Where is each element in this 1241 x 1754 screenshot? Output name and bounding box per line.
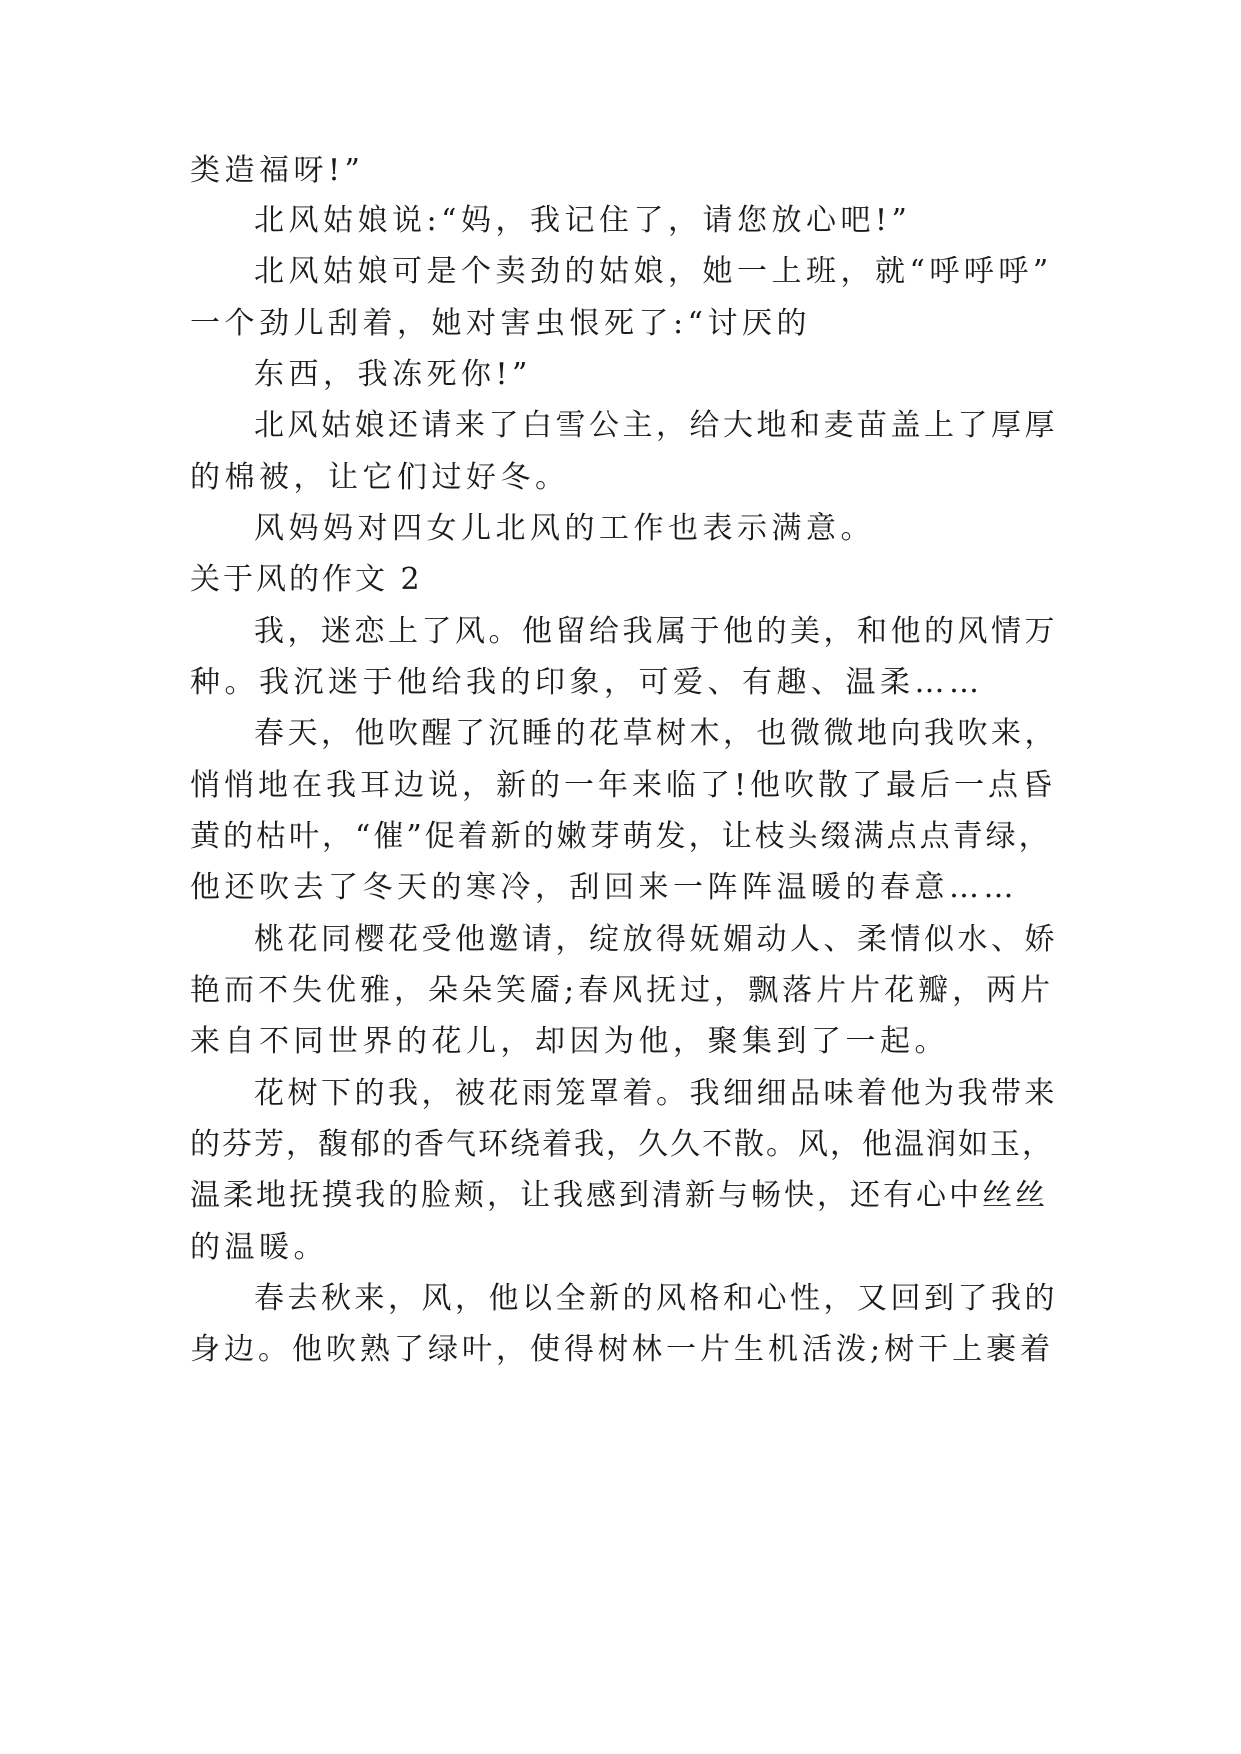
section-heading: 关于风的作文 2 [190,562,423,597]
text-line: 的棉被，让它们过好冬。 [190,460,570,495]
text-line: 花树下的我，被花雨笼罩着。我细细品味着他为我带来 [254,1076,1058,1111]
text-line: 风妈妈对四女儿北风的工作也表示满意。 [254,511,875,546]
text-line: 北风姑娘还请来了白雪公主，给大地和麦苗盖上了厚厚 [254,408,1058,443]
text-line: 种。我沉迷于他给我的印象，可爱、有趣、温柔…… [190,665,984,700]
text-line: 类造福呀!” [190,153,365,188]
text-line: 温柔地抚摸我的脸颊，让我感到清新与畅快，还有心中丝丝 [190,1178,1048,1213]
text-line: 来自不同世界的花儿，却因为他，聚集到了一起。 [190,1024,949,1059]
text-line: 悄悄地在我耳边说，新的一年来临了!他吹散了最后一点昏 [190,768,1057,803]
text-line: 身边。他吹熟了绿叶，使得树林一片生机活泼;树干上裹着 [190,1332,1055,1367]
text-line: 春去秋来，风，他以全新的风格和心性，又回到了我的 [254,1281,1058,1316]
text-line: 的芬芳，馥郁的香气环绕着我，久久不散。风，他温润如玉， [190,1127,1054,1162]
text-line: 黄的枯叶，“催”促着新的嫩芽萌发，让枝头缀满点点青绿， [190,819,1052,854]
text-line: 东西，我冻死你!” [254,357,532,392]
text-line: 桃花同樱花受他邀请，绽放得妩媚动人、柔情似水、娇 [254,922,1058,957]
text-line: 北风姑娘说:“妈，我记住了，请您放心吧!” [254,203,912,238]
text-line: 他还吹去了冬天的寒冷，刮回来一阵阵温暖的春意…… [190,870,1018,905]
text-line: 艳而不失优雅，朵朵笑靥;春风抚过，飘落片片花瓣，两片 [190,973,1055,1008]
text-line: 一个劲儿刮着，她对害虫恨死了:“讨厌的 [190,306,811,341]
text-line: 北风姑娘可是个卖劲的姑娘，她一上班，就“呼呼呼” [254,254,1053,289]
text-line: 春天，他吹醒了沉睡的花草树木，也微微地向我吹来， [254,716,1058,751]
text-line: 的温暖。 [190,1230,328,1265]
text-line: 我，迷恋上了风。他留给我属于他的美，和他的风情万 [254,614,1058,649]
